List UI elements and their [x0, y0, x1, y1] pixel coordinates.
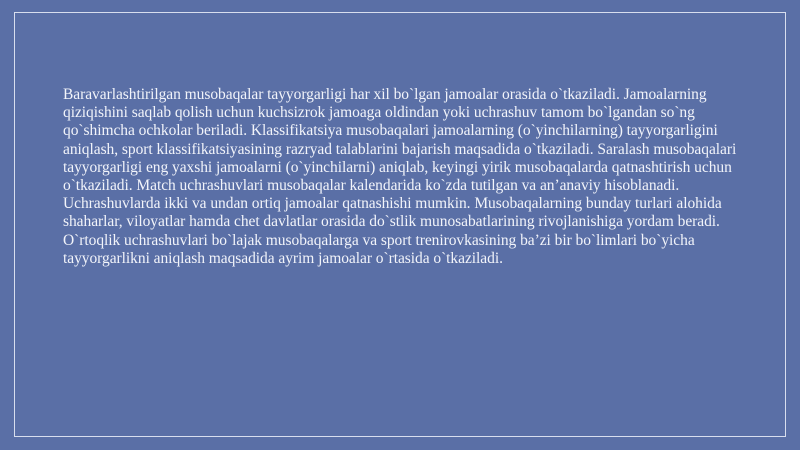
body-paragraph: Baravarlashtirilgan musobaqalar tayyorgarligi har xil bo`lgan jamoalar orasida o`tkaziladi. Jamoalarning qiziqishini saqlab qolish uchun kuchsizrok jamoaga oldindan yoki uchrashuv tamom bo`lgandan so`ng qo`shimcha ochkolar beriladi. Klassifikatsiya musobaqalari jamoalarning (o`yinchilarning) tayyorgarligini aniqlash, sport klassifikatsiyasining razryad talablarini bajarish maqsadida o`tkaziladi. Saralash musobaqalari tayyorgarligi eng yaxshi jamoalarni (o`yinchilarni) aniqlab, keyingi yirik musobaqalarda qatnashtirish uchun o`tkaziladi. Match uchrashuvlari musobaqalar kalendarida ko`zda tutilgan va an’anaviy hisoblanadi. Uchrashuvlarda ikki va undan ortiq jamoalar qatnashishi mumkin. Musobaqalarning bunday turlari alohida shaharlar, viloyatlar hamda chet davlatlar orasida do`stlik munosabatlarining rivojlanishiga yordam beradi. O`rtoqlik uchrashuvlari bo`lajak musobaqalarga va sport trenirovkasining ba’zi bir bo`limlari bo`yicha tayyorgarlikni aniqlash maqsadida ayrim jamoalar o`rtasida o`tkaziladi. [63, 86, 737, 267]
